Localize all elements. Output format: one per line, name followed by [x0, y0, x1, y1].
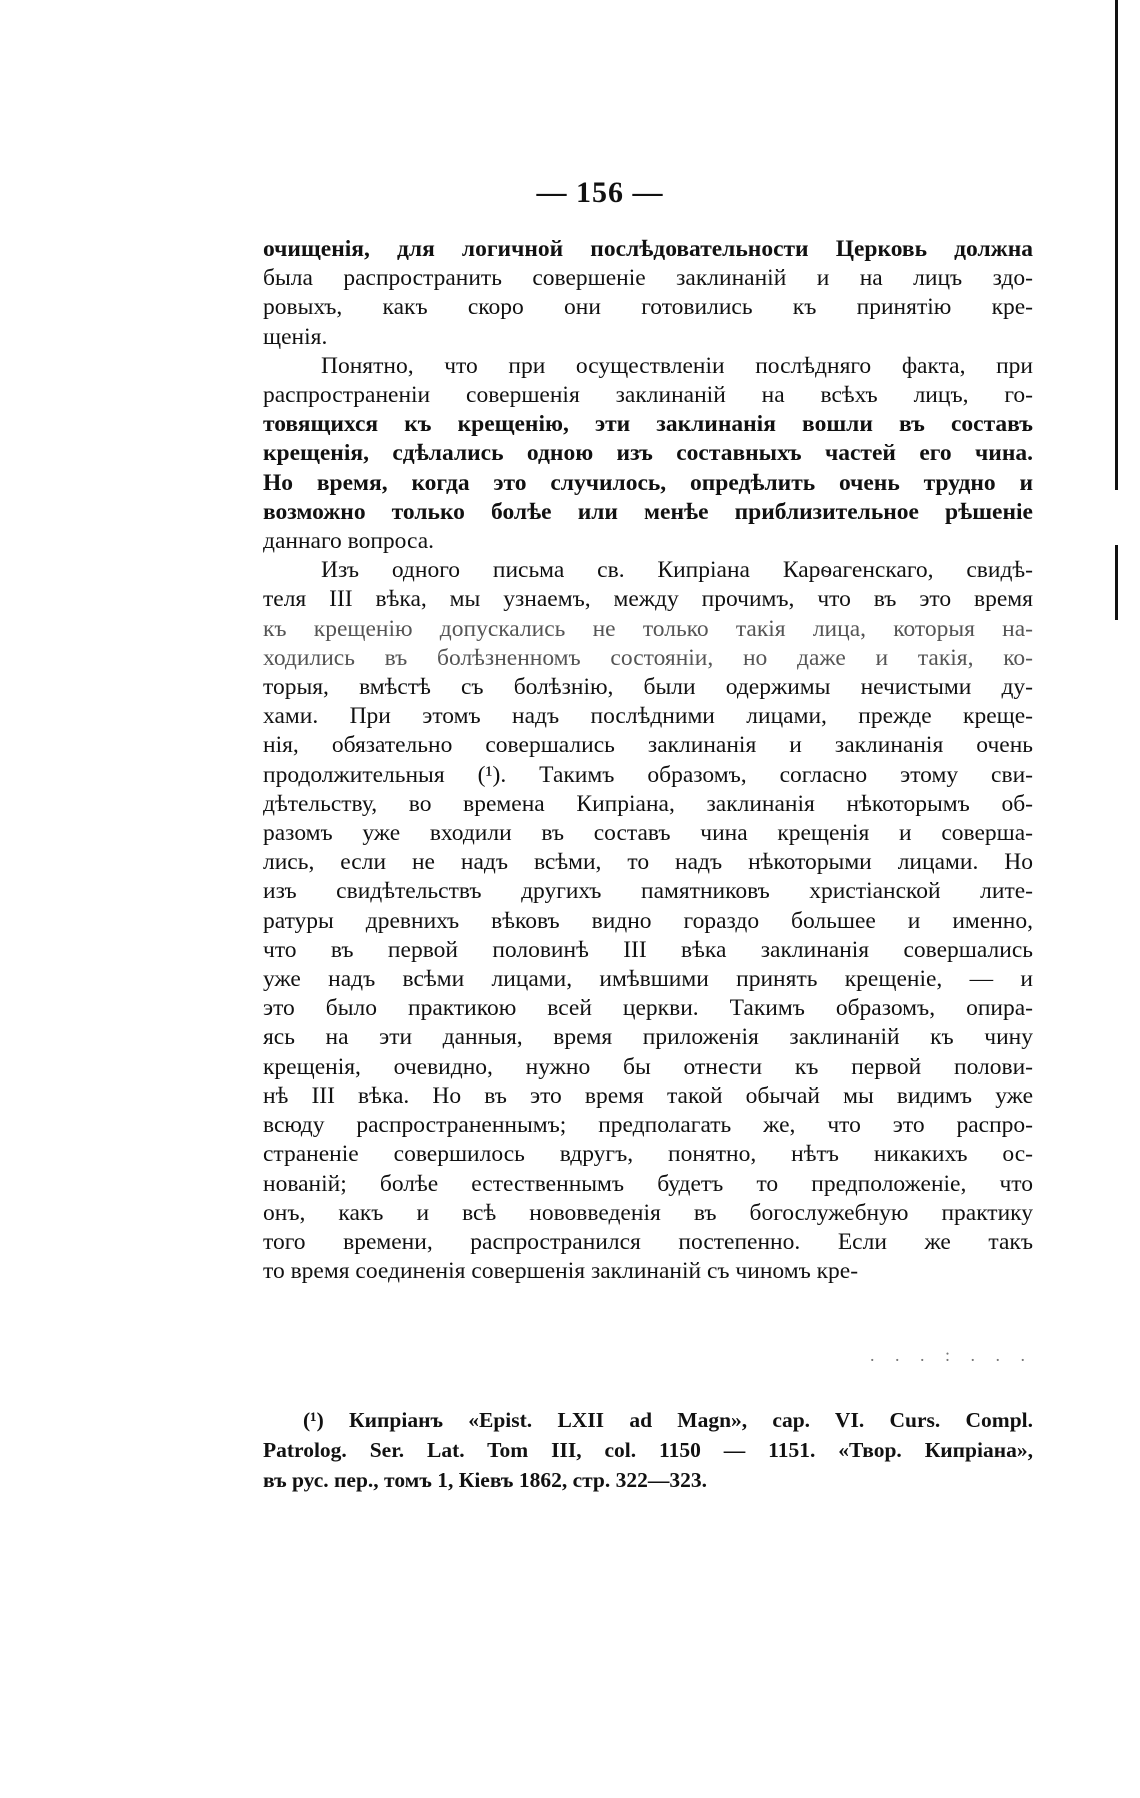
body-text — [263, 235, 1033, 1286]
text-line: того времени, распространился постепенно. Если же такъ — [263, 1228, 1033, 1255]
text-line: крещенія, очевидно, нужно бы отнести къ первой полови- — [263, 1053, 1033, 1080]
text-line: разомъ уже входили въ составъ чина крещенія и соверша- — [263, 820, 1033, 847]
text-line: распространеніи совершенія заклинаній на всѣхъ лицъ, го- — [263, 382, 1033, 409]
text-line: всюду распространеннымъ; предполагать же, что это распро- — [263, 1112, 1033, 1139]
text-line: уже надъ всѣми лицами, имѣвшими принять крещеніе, — и — [263, 966, 1033, 993]
text-line: то время соединенія совершенія заклинаній съ чиномъ кре- — [263, 1258, 859, 1285]
text-line: это было практикою всей церкви. Такимъ образомъ, опира- — [263, 995, 1033, 1022]
text-line: Изъ одного письма св. Кипріана Карѳагенскаго, свидѣ- — [321, 557, 1033, 584]
text-line: даннаго вопроса. — [263, 528, 435, 555]
text-line: теля III вѣка, мы узнаемъ, между прочимъ, что въ это время — [263, 586, 1033, 613]
text-line: крещенія, сдѣлались одною изъ составныхъ частей его чина. — [263, 440, 1033, 467]
text-line: щенія. — [263, 323, 328, 350]
text-line: была распространить совершеніе заклинаній и на лицъ здо- — [263, 265, 1033, 292]
separator-marks: . . . : . . . — [869, 1345, 1033, 1365]
text-line: ровыхъ, какъ скоро они готовились къ принятію кре- — [263, 294, 1033, 321]
text-line: торыя, вмѣстѣ съ болѣзнію, были одержимы нечистыми ду- — [263, 674, 1033, 701]
text-line: изъ свидѣтельствъ другихъ памятниковъ христіанской лите- — [263, 878, 1033, 905]
text-line: страненіе совершилось вдругъ, понятно, нѣтъ никакихъ ос- — [263, 1141, 1033, 1168]
text-line: возможно только болѣе или менѣе приблизительное рѣшеніе — [263, 498, 1033, 525]
text-line: ходились въ болѣзненномъ состояніи, но даже и такія, ко- — [263, 644, 1033, 671]
text-line: что въ первой половинѣ III вѣка заклинанія совершались — [263, 936, 1033, 963]
footnote-line: (¹) Кипріанъ «Epist. LXII ad Magn», cap. VI. Curs. Compl. — [303, 1408, 1033, 1432]
text-line: нѣ III вѣка. Но въ это время такой обычай мы видимъ уже — [263, 1082, 1033, 1109]
text-line: ясь на эти данныя, время приложенія заклинаній къ чину — [263, 1024, 1033, 1051]
page-edge-line-lower — [1115, 545, 1118, 620]
text-line: очищенія, для логичной послѣдовательности Церковь должна — [263, 236, 1033, 262]
text-line: ратуры древнихъ вѣковъ видно гораздо большее и именно, — [263, 907, 1033, 934]
text-line: лись, если не надъ всѣми, то надъ нѣкоторыми лицами. Но — [263, 849, 1033, 876]
text-line: Понятно, что при осуществленіи послѣдняго факта, при — [321, 352, 1033, 379]
text-line: хами. При этомъ надъ послѣдними лицами, прежде креще- — [263, 703, 1033, 730]
text-line: онъ, какъ и всѣ нововведенія въ богослужебную практику — [263, 1199, 1033, 1226]
page-edge-line — [1115, 0, 1118, 490]
text-line: къ крещенію допускались не только такія лица, которыя на- — [263, 615, 1033, 642]
footnote-line: Patrolog. Ser. Lat. Tom III, col. 1150 — 1151. «Твор. Кипріана», — [263, 1438, 1033, 1462]
text-line: дѣтельству, во времена Кипріана, заклинанія нѣкоторымъ об- — [263, 790, 1033, 817]
text-line: Но время, когда это случилось, опредѣлить очень трудно и — [263, 469, 1033, 496]
footnote-line: въ рус. пер., томъ 1, Кіевъ 1862, стр. 322—323. — [263, 1468, 708, 1492]
footnote — [263, 1405, 1033, 1495]
page-number: — 156 — — [536, 176, 664, 209]
text-line: нія, обязательно совершались заклинанія и заклинанія очень — [263, 732, 1033, 759]
text-line: продолжительныя (¹). Такимъ образомъ, согласно этому сви- — [263, 761, 1033, 788]
text-line: товящихся къ крещенію, эти заклинанія вошли въ составъ — [263, 411, 1033, 438]
text-line: нованій; болѣе естественнымъ будетъ то предположеніе, что — [263, 1170, 1033, 1197]
